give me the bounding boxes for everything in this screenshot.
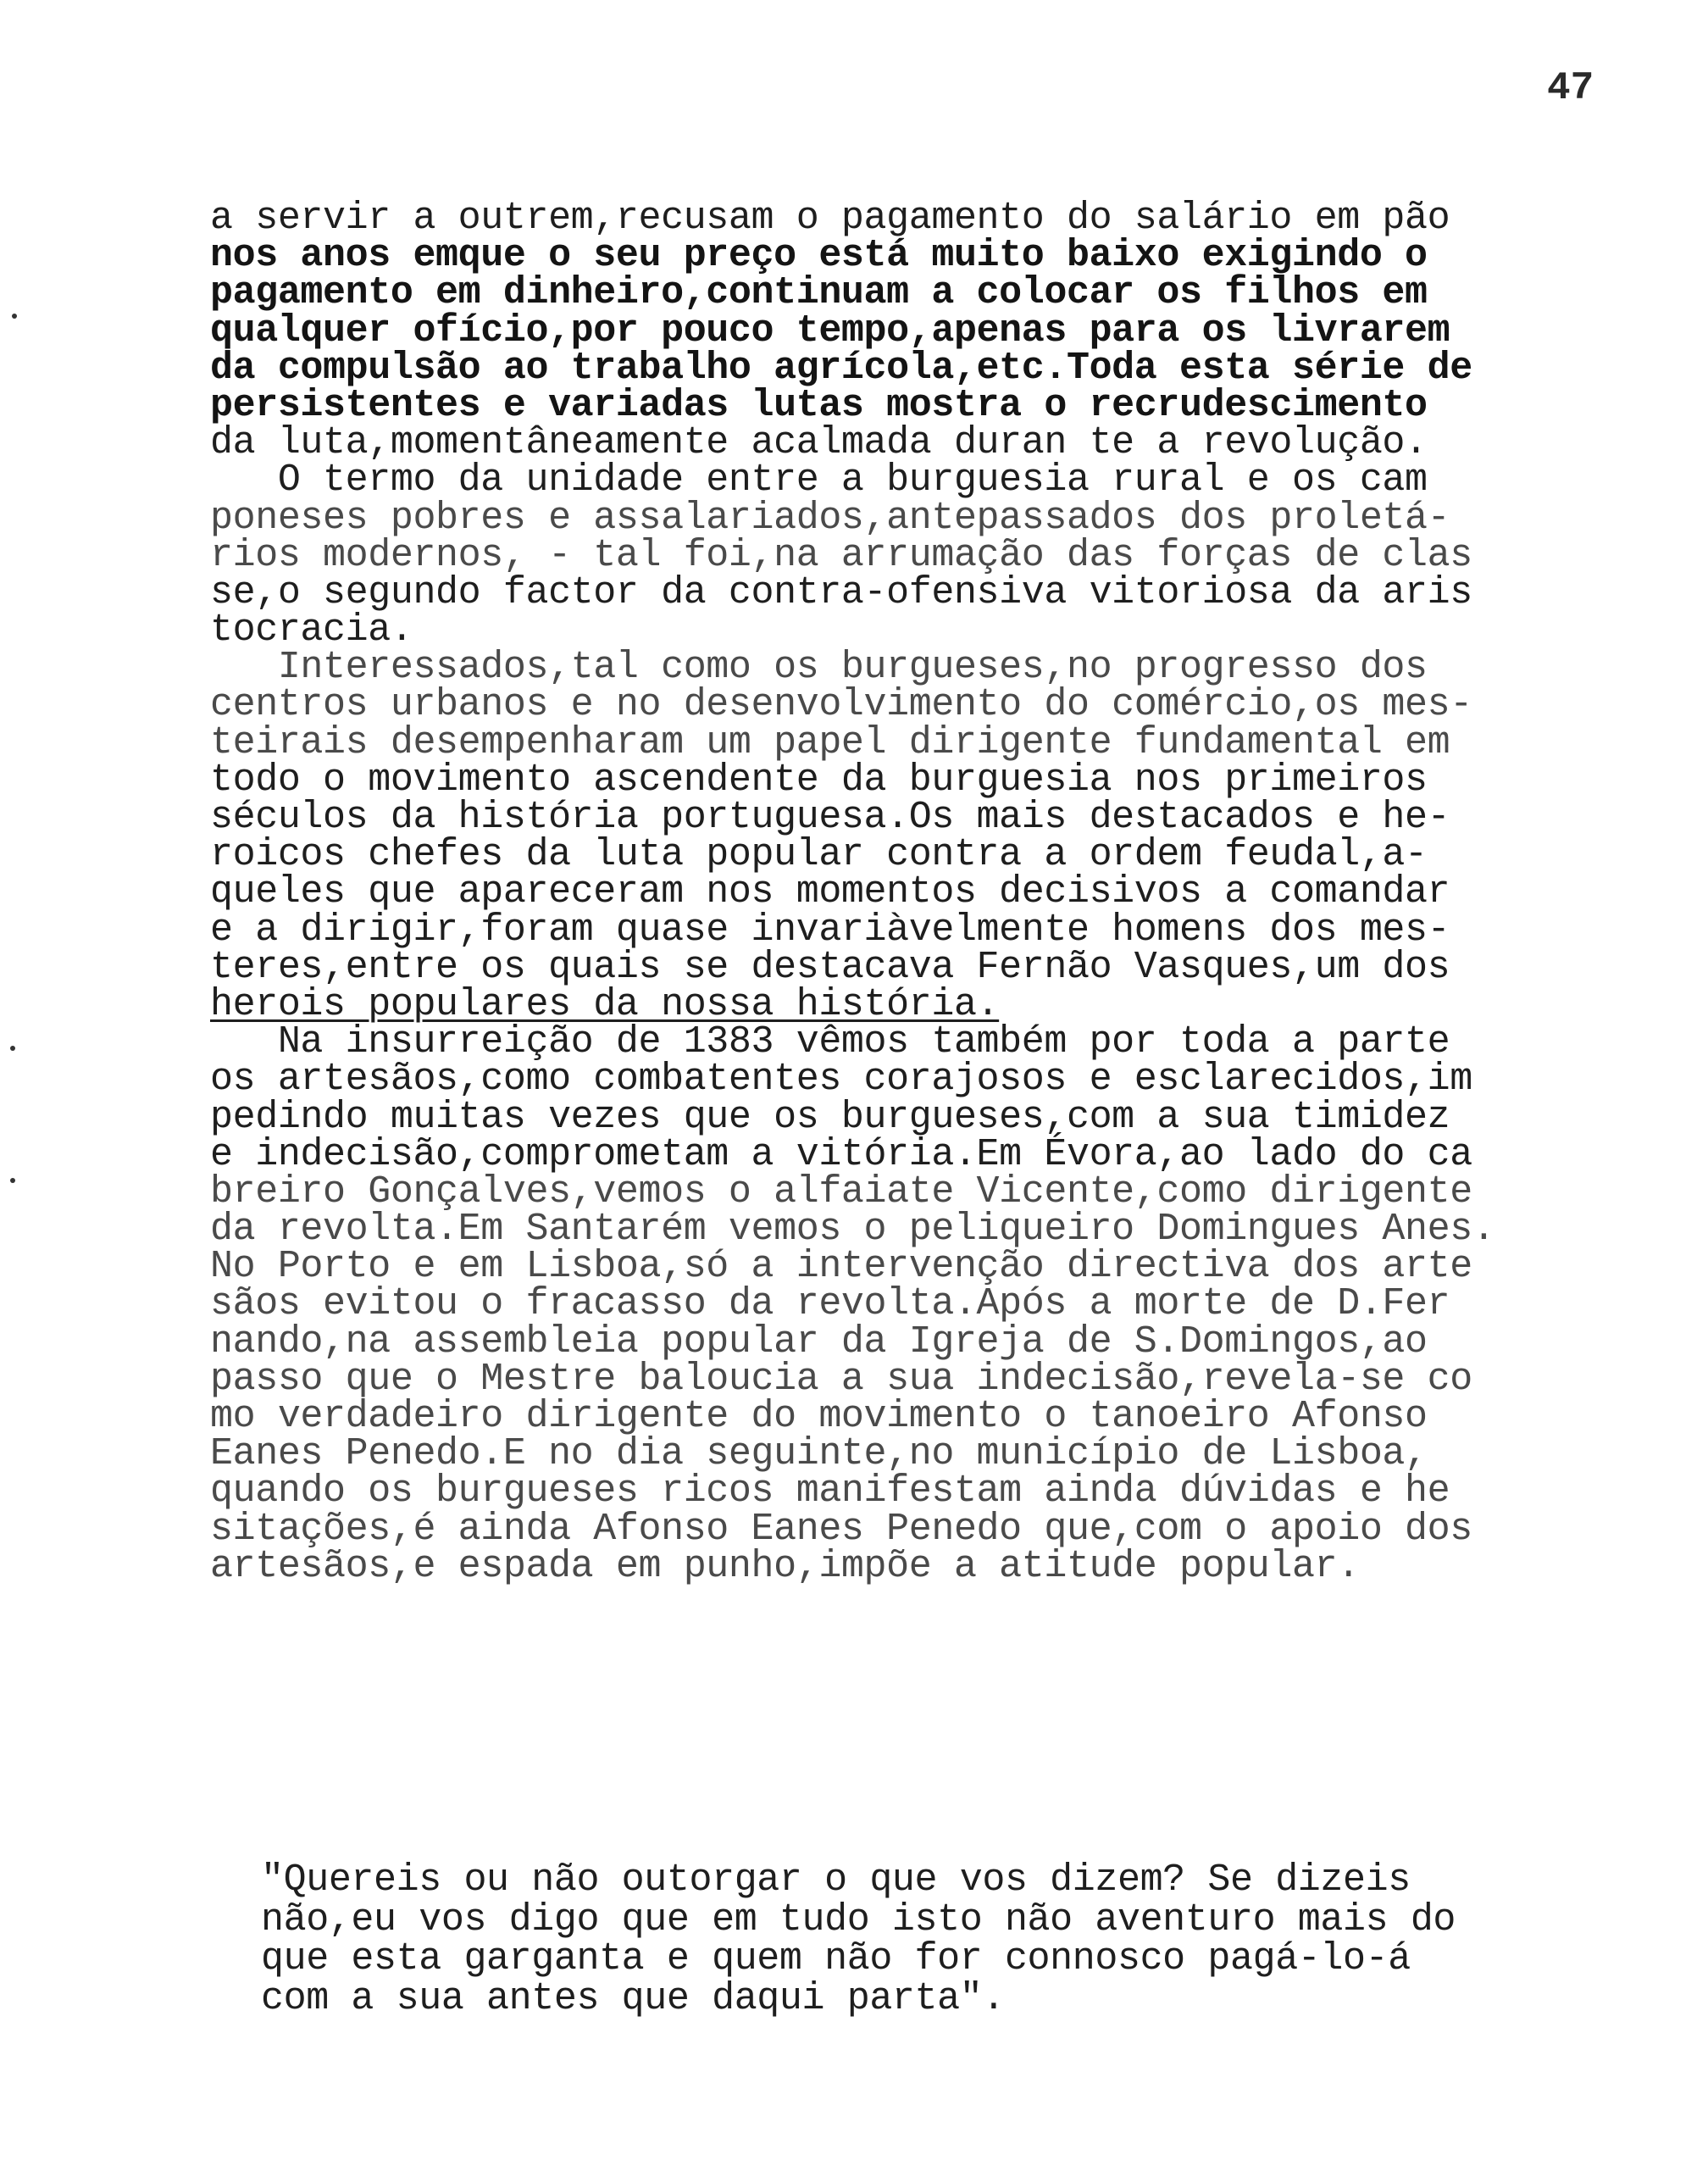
text-line: herois populares da nossa história. [210, 982, 1000, 1026]
text-line: da luta,momentâneamente acalmada duran te a revolução. [210, 421, 1428, 465]
text-line: poneses pobres e assalariados,antepassados dos proletá- [210, 496, 1450, 540]
text-line: Na insurreição de 1383 vêmos também por toda a parte [210, 1020, 1450, 1064]
text-line: rios modernos, - tal foi,na arrumação das forças de clas [210, 533, 1472, 577]
text-line: O termo da unidade entre a burguesia rural e os cam [210, 458, 1428, 503]
quote-line: "Quereis ou não outorgar o que vos dizem? Se dizeis [261, 1858, 1411, 1902]
text-line: se,o segundo factor da contra-ofensiva vitoriosa da aris [210, 570, 1472, 614]
scan-speck [10, 1046, 15, 1051]
text-line: da compulsão ao trabalho agrícola,etc.Toda esta série de [210, 346, 1472, 390]
text-line: da revolta.Em Santarém vemos o peliqueiro Domingues Anes. [210, 1208, 1495, 1252]
text-line: pedindo muitas vezes que os burgueses,com a sua timidez [210, 1095, 1450, 1139]
scan-speck [10, 1178, 15, 1183]
quote-line: que esta garganta e quem não for connosco pagá-lo-á [261, 1937, 1411, 1981]
text-line: e a dirigir,foram quase invariàvelmente homens dos mes- [210, 908, 1450, 952]
quote-line: não,eu vos digo que em tudo isto não aventuro mais do [261, 1897, 1456, 1941]
text-line: sitações,é ainda Afonso Eanes Penedo que,com o apoio dos [210, 1507, 1472, 1551]
text-line: mo verdadeiro dirigente do movimento o tanoeiro Afonso [210, 1395, 1428, 1438]
text-line: e indecisão,comprometam a vitória.Em Évora,ao lado do ca [210, 1132, 1472, 1176]
body-text [210, 197, 1633, 1588]
text-line: a servir a outrem,recusam o pagamento do salário em pão [210, 197, 1450, 240]
text-line: artesãos,e espada em punho,impõe a atitude popular. [210, 1544, 1360, 1588]
text-line: Interessados,tal como os burgueses,no progresso dos [210, 646, 1428, 690]
text-line: séculos da história portuguesa.Os mais destacados e he- [210, 796, 1450, 839]
text-line: os artesãos,como combatentes corajosos e esclarecidos,im [210, 1058, 1472, 1102]
text-line: Eanes Penedo.E no dia seguinte,no município de Lisboa, [210, 1432, 1428, 1476]
text-line: qualquer ofício,por pouco tempo,apenas para os livrarem [210, 308, 1450, 353]
text-line: teres,entre os quais se destacava Fernão Vasques,um dos [210, 945, 1450, 989]
text-line: centros urbanos e no desenvolvimento do comércio,os mes- [210, 683, 1472, 727]
text-line: breiro Gonçalves,vemos o alfaiate Vicente,como dirigente [210, 1169, 1472, 1214]
text-line: roicos chefes da luta popular contra a ordem feudal,a- [210, 833, 1428, 877]
text-line: tocracia. [210, 608, 413, 653]
text-line: sãos evitou o fracasso da revolta.Após a morte de D.Fer [210, 1282, 1450, 1326]
page-number: 47 [1547, 66, 1594, 110]
quotation-block [261, 1858, 1633, 2020]
text-line: persistentes e variadas lutas mostra o recrudescimento [210, 383, 1428, 427]
text-line: nos anos emque o seu preço está muito baixo exigindo o [210, 234, 1428, 278]
scan-speck [12, 314, 17, 319]
text-line: pagamento em dinheiro,continuam a colocar os filhos em [210, 271, 1428, 315]
text-line: quando os burgueses ricos manifestam ainda dúvidas e he [210, 1469, 1450, 1514]
text-line: queles que apareceram nos momentos decisivos a comandar [210, 870, 1450, 914]
text-line: passo que o Mestre baloucia a sua indecisão,revela-se co [210, 1357, 1472, 1401]
text-line: todo o movimento ascendente da burguesia nos primeiros [210, 758, 1428, 802]
text-line: teirais desempenharam um papel dirigente fundamental em [210, 720, 1450, 764]
text-line: No Porto e em Lisboa,só a intervenção directiva dos arte [210, 1245, 1472, 1289]
quote-line: com a sua antes que daqui parta". [261, 1976, 1005, 2020]
text-line: nando,na assembleia popular da Igreja de S.Domingos,ao [210, 1319, 1428, 1364]
